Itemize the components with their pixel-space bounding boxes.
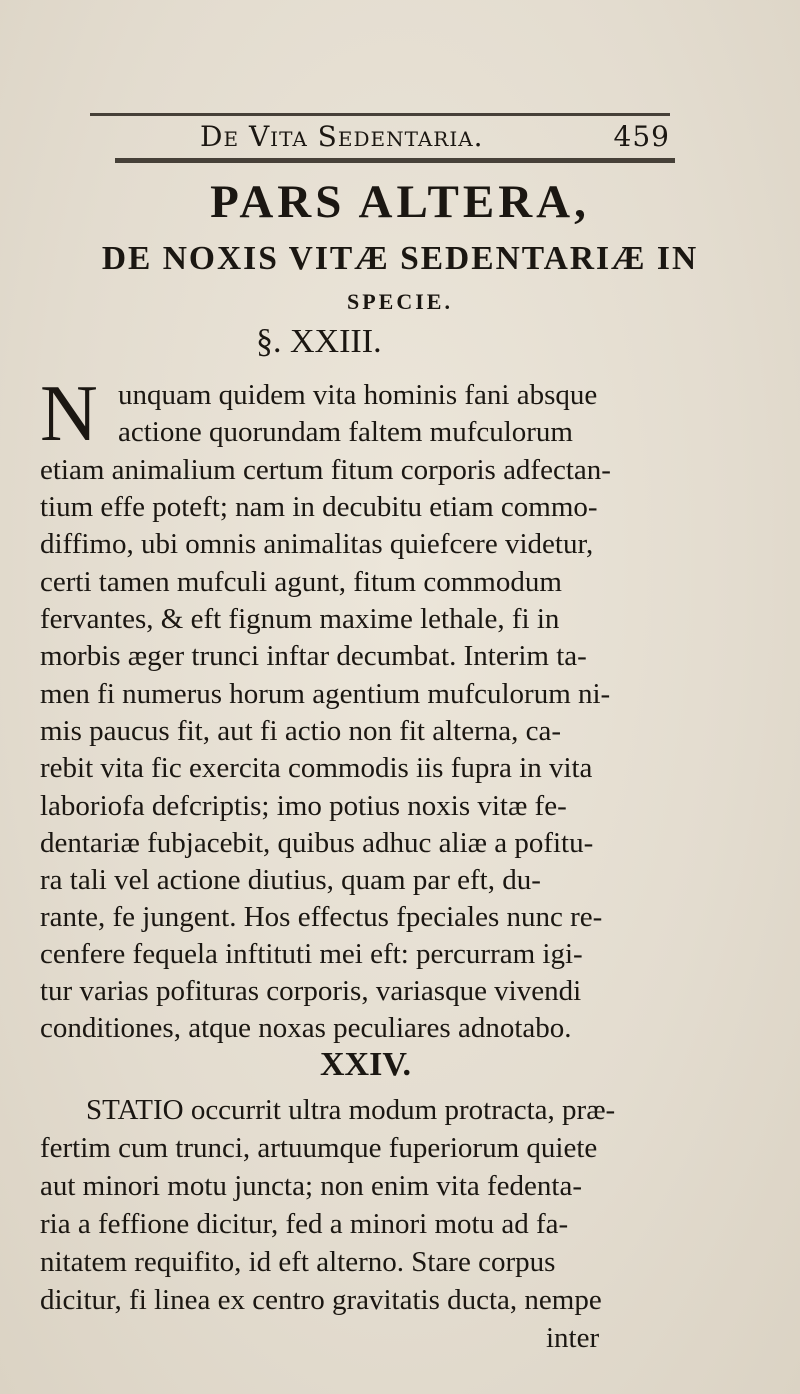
text-line: certi tamen mufculi agunt, fitum commodum <box>40 566 562 598</box>
text-line: dicitur, fi linea ex centro gravitatis ducta, nempe <box>40 1284 602 1316</box>
part-species: SPECIE. <box>347 289 453 314</box>
catchword: inter <box>546 1322 600 1354</box>
text-line: STATIO occurrit ultra modum protracta, præ- <box>86 1094 616 1126</box>
text-line: tur varias pofituras corporis, variasque vivendi <box>40 975 582 1007</box>
part-subtitle: DE NOXIS VITÆ SEDENTARIÆ IN <box>101 240 699 277</box>
page-number: 459 <box>613 120 670 153</box>
header-rule-bottom <box>115 158 675 163</box>
text-line: rante, fe jungent. Hos effectus fpeciales nunc re- <box>40 901 603 933</box>
text-line: ra tali vel actione diutius, quam par eft, du- <box>40 864 541 896</box>
text-line: fervantes, & eft fignum maxime lethale, fi in <box>40 603 560 635</box>
text-line: nitatem requifito, id eft alterno. Stare corpus <box>40 1246 556 1278</box>
section-marker: §. XXIII. <box>256 323 382 360</box>
text-line: cenfere fequela inftituti mei eft: percurram igi- <box>40 938 583 970</box>
text-line: laboriofa defcriptis; imo potius noxis vitæ fe- <box>40 790 567 822</box>
section-marker: XXIV. <box>320 1046 412 1083</box>
text-line: fertim cum trunci, artuumque fuperiorum quiete <box>40 1132 598 1164</box>
text-line: unquam quidem vita hominis fani absque <box>118 379 598 411</box>
part-heading: PARS ALTERA, <box>210 176 590 228</box>
text-line: men fi numerus horum agentium mufculorum ni- <box>40 678 611 710</box>
text-line: actione quorundam faltem mufculorum <box>118 416 573 448</box>
text-line: morbis æger trunci inftar decumbat. Interim ta- <box>40 640 587 672</box>
text-line: mis paucus fit, aut fi actio non fit alterna, ca- <box>40 715 562 747</box>
running-head <box>200 116 670 158</box>
text-line: aut minori motu juncta; non enim vita fedenta- <box>40 1170 582 1202</box>
text-line: tium effe poteft; nam in decubitu etiam commo- <box>40 491 598 523</box>
drop-cap: N <box>40 370 98 458</box>
text-line: diffimo, ubi omnis animalitas quiefcere videtur, <box>40 528 594 560</box>
text-line: ria a feffione dicitur, fed a minori motu ad fa- <box>40 1208 569 1240</box>
text-line: rebit vita fic exercita commodis iis fupra in vita <box>40 752 593 784</box>
text-line: etiam animalium certum fitum corporis adfectan- <box>40 454 611 486</box>
text-line: conditiones, atque noxas peculiares adnotabo. <box>40 1012 572 1044</box>
text-line: dentariæ fubjacebit, quibus adhuc aliæ a pofitu- <box>40 827 594 859</box>
running-head-title: De Vita Sedentaria. <box>200 120 484 153</box>
